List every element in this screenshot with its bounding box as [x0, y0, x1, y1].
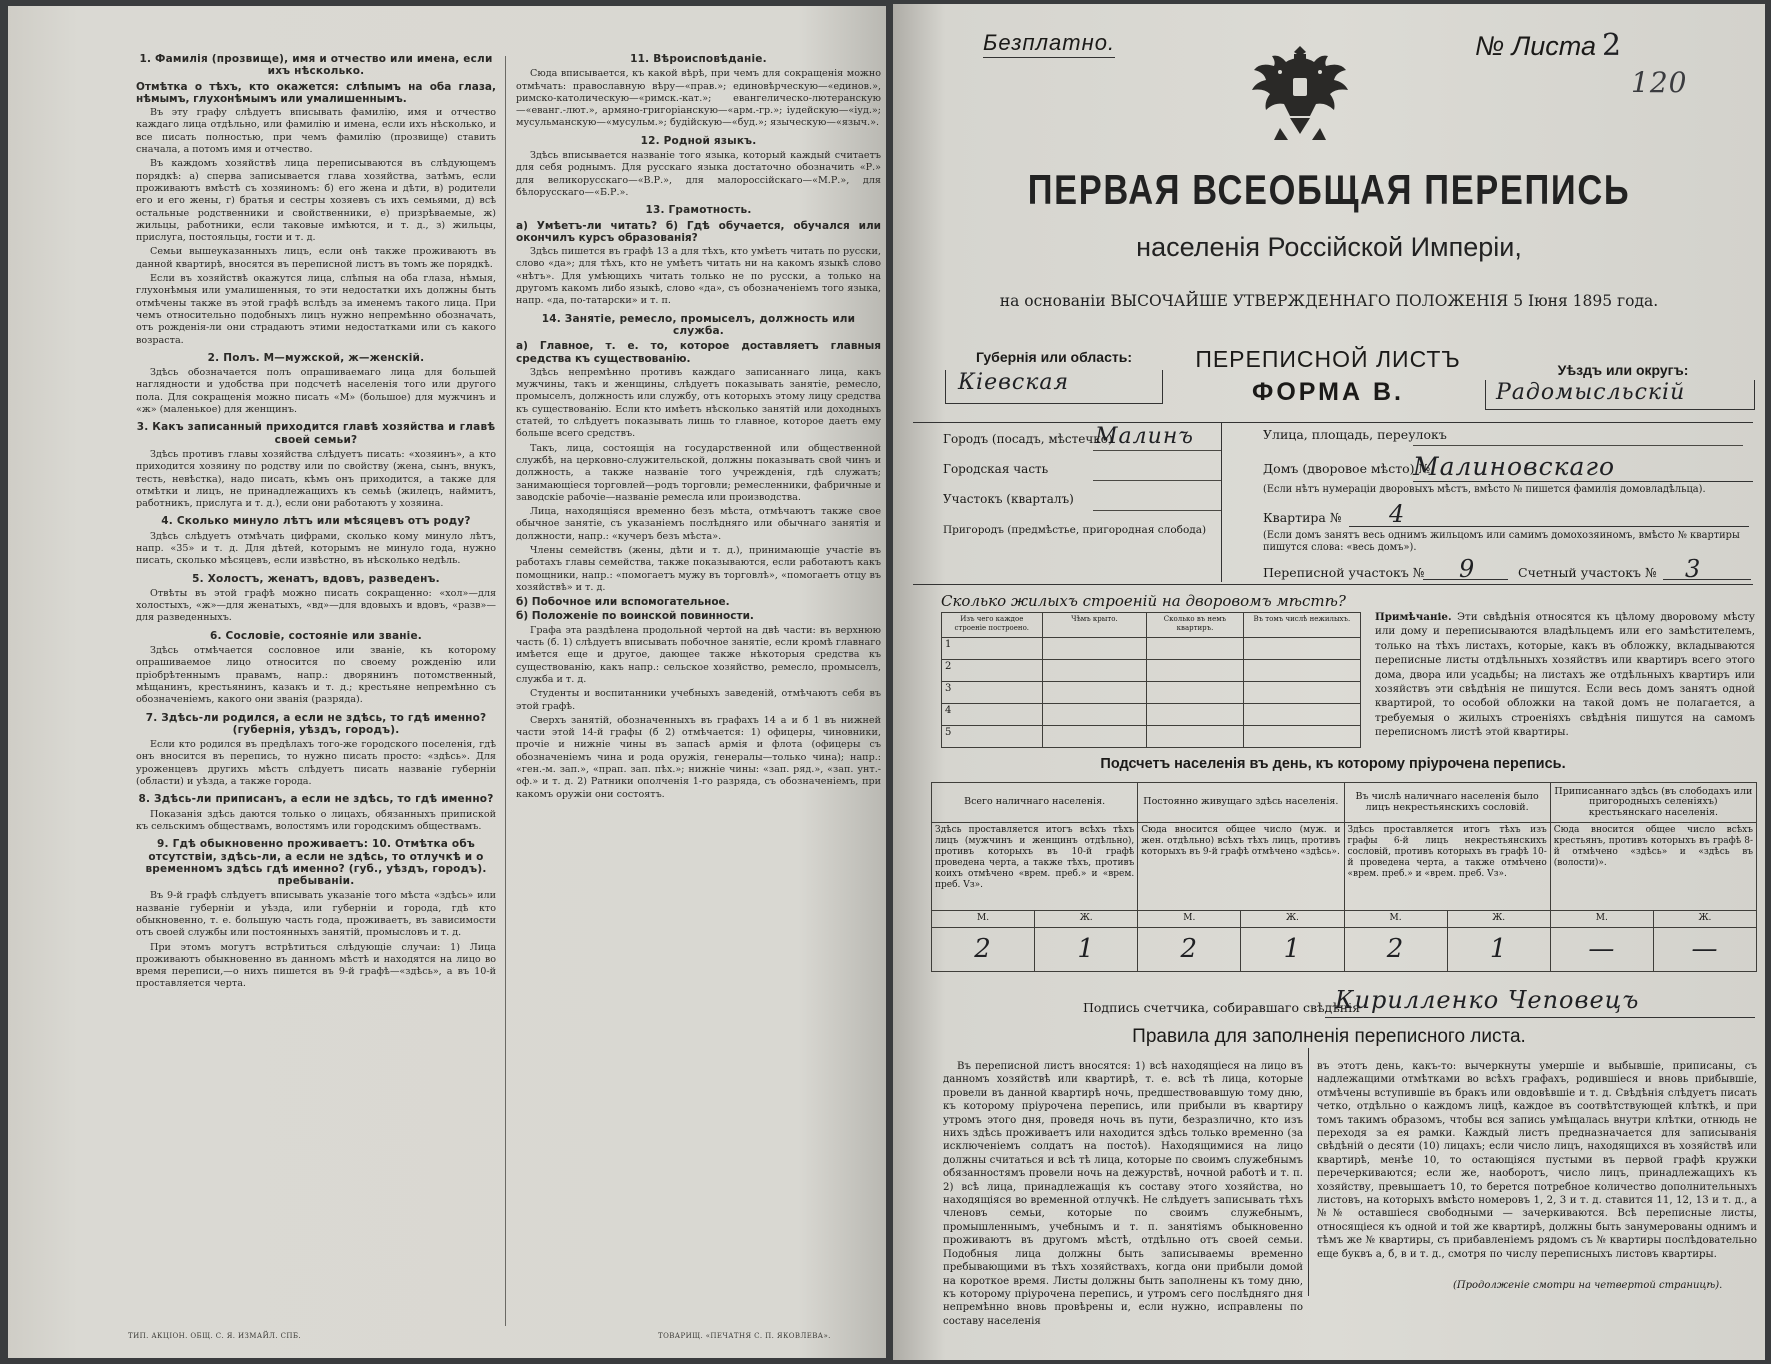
- right-page-census-form: [893, 4, 1765, 1360]
- address-field-row[interactable]: [943, 522, 1223, 548]
- instruction-paragraph: Если кто родился въ предѣлахъ того-же городского поселенія, гдѣ онъ вносится въ перепись, то нужно писать просто: «здѣсь». Для уроженцевъ другихъ мѣстъ слѣдуетъ писать названіе губерніи (области) и уѣзда, а также города.: [136, 739, 496, 788]
- page-title: ПЕРВАЯ ВСЕОБЩАЯ ПЕРЕПИСЬ: [1027, 166, 1631, 213]
- address-field-row[interactable]: [943, 462, 1223, 488]
- table-row: [942, 725, 1361, 747]
- buildings-cell[interactable]: [1243, 704, 1360, 726]
- address-field-label: Пригородъ (предмѣстье, пригородная слобода): [943, 524, 1207, 536]
- instruction-heading: 5. Холостъ, женатъ, вдовъ, разведенъ.: [192, 572, 440, 585]
- population-count-value[interactable]: 2: [1138, 928, 1241, 972]
- instruction-heading: 14. Занятіе, ремесло, промыселъ, должность или служба.: [541, 312, 856, 337]
- sex-column-label: Ж.: [1241, 911, 1344, 928]
- buildings-header-cell: Сколько въ немъ квартиръ.: [1147, 613, 1243, 638]
- buildings-table: [941, 612, 1361, 748]
- counter-signature[interactable]: Кирилленко Чеповецъ: [1325, 986, 1755, 1018]
- instruction-heading: 4. Сколько минуло лѣтъ или мѣсяцевъ отъ роду?: [161, 515, 471, 528]
- count-column-header: Постоянно живущаго здѣсь населенія.: [1138, 783, 1344, 823]
- instruction-paragraph: Въ 9-й графѣ слѣдуетъ вписывать указаніе того мѣста «здѣсь» или названіе губерніи и уѣзда, или губерніи и города, гдѣ кто обыкновенно, т. е. большую часть года, проживаетъ, въ зависимости отъ своей службы или постоянныхъ занятій, промысловъ и т. д.: [136, 890, 496, 939]
- table-row: [942, 704, 1361, 726]
- instruction-paragraph: Такъ, лица, состоящія на государственной или общественной службѣ, на церковно-служительской, должны показывать свой чинъ и должность, а также названіе того учрежденія, гдѣ служатъ; занимающіеся торговлей—родъ торговли; ремесленники, фабричные и заводскіе рабочіе—названіе ремесла или производства.: [516, 442, 881, 503]
- rules-text-left: Въ переписной листъ вносятся: 1) всѣ находящіеся на лицо въ данномъ хозяйствѣ или квартирѣ, т. е. всѣ тѣ лица, которые провели въ данной квартирѣ ночь, предшествовавшую тому дню, къ которому пріурочена перепись, или прибыли въ квартиру утромъ этого дня, проведя ночь въ пути, безразлично, кто изъ нихъ здѣсь проживаетъ или находится здѣсь только временно (за исключеніемъ солдатъ на постоѣ). Находящимися на лицо должны считаться и всѣ тѣ лица, которые по своимъ служебнымъ обязанностямъ провели ночь на дежурствѣ, ночной работѣ и т. п. 2) всѣ лица, принадлежащія къ составу этого хозяйства, но находящіяся во временной отлучкѣ. Не слѣдуетъ записывать тѣхъ членовъ семьи, которые по своимъ служебнымъ, промышленнымъ, учебнымъ и т. п. занятіямъ обыкновенно проживаютъ въ другомъ мѣстѣ, отдѣльно отъ своей семьи. Подобныя лица должны быть записываемы временно пребывающими въ тѣхъ хозяйствахъ, когда они прибыли домой на короткое время. Листы должны быть заполнены къ тому дню, къ которому пріурочена перепись, и утромъ сего послѣдняго дня непремѣнно вновь провѣрены и, если нужно, исправлены по составу населенія: [943, 1061, 1303, 1327]
- buildings-header-cell: Чѣмъ крыто.: [1042, 613, 1147, 638]
- instruction-paragraph: Отвѣты въ этой графѣ можно писать сокращенно: «хол»—для холостыхъ, «ж»—для женатыхъ, «вд»—для вдовыхъ и вдовъ, «разв»—для разведенныхъ.: [136, 587, 496, 624]
- instruction-paragraph: Графа эта раздѣлена продольной чертой на двѣ части: въ верхнюю часть (б. 1) слѣдуетъ вписывать побочное занятіе, если кромѣ главнаго имѣется еще и другое, дающее также нѣкоторыя средства къ существованію, какъ напр.: сельское хозяйство, ремесло, промыселъ, служба и т. д.: [516, 624, 881, 685]
- buildings-cell[interactable]: [1243, 660, 1360, 682]
- sheet-number-label: [1475, 28, 1622, 63]
- address-field-line: [1093, 510, 1221, 511]
- sex-column-label: М.: [932, 911, 1035, 928]
- address-field-row[interactable]: [943, 492, 1223, 518]
- table-row: [932, 783, 1757, 823]
- page-number-handwritten: 120: [1631, 66, 1688, 99]
- house-note: (Если нѣтъ нумераціи дворовыхъ мѣстъ, вмѣсто № пишется фамилія домовладѣльца).: [1263, 484, 1706, 495]
- signature-label: Подпись счетчика, собиравшаго свѣдѣнія: [1083, 1000, 1360, 1015]
- address-bottom-rule: [913, 584, 1753, 585]
- table-row: [942, 682, 1361, 704]
- population-count-value[interactable]: —: [1550, 928, 1653, 972]
- sex-column-label: Ж.: [1653, 911, 1756, 928]
- count-district-label: Счетный участокъ №: [1518, 565, 1657, 580]
- instruction-paragraph: Въ каждомъ хозяйствѣ лица переписываются въ слѣдующемъ порядкѣ: а) сперва записывается глава хозяйства, затѣмъ, если проживаютъ вмѣстѣ съ хозяиномъ: б) его жена и дѣти, в) родители его и его жены, г) братья и сестры хозяевъ съ ихъ семьями, д) всѣ остальные родственники и свойственники, е) призрѣваемые, ж) жильцы, работники, если таковые имѣются, и т. д., з) жильцы, прислуга, постояльцы, гости и т. д.: [136, 158, 496, 244]
- street-label: Улица, площадь, переулокъ: [1263, 427, 1447, 442]
- form-subtitle: ФОРМА В.: [1252, 378, 1404, 406]
- rules-divider: [1308, 1048, 1309, 1296]
- instruction-paragraph: Отмѣтка о тѣхъ, кто окажется: слѣпымъ на оба глаза, нѣмымъ, глухонѣмымъ или умалишеннымъ.: [136, 80, 496, 105]
- instruction-paragraph: а) Умѣетъ-ли читать? б) Гдѣ обучается, обучался или окончилъ курсъ образованія?: [516, 219, 881, 244]
- instruction-paragraph: Сюда вписывается, къ какой вѣрѣ, при чемъ для сокращенія можно отмѣчать: православную вѣру—«прав.»; единовѣрческую—«единов.», римско-католическую—«римск.-кат.»; евангелическо-лютеранскую—«еванг.-лют.», армяно-григоріанскую—«арм.-гр.»; іудейскую—«іуд.»; мусульманскую—«мусульм.»; будійскую—«буд.»; языческую—«языч.».: [516, 68, 881, 129]
- census-district-label: Переписной участокъ №: [1263, 565, 1425, 580]
- rules-continued-note: (Продолженіе смотри на четвертой страницѣ).: [1453, 1280, 1723, 1291]
- population-count-value[interactable]: 1: [1241, 928, 1344, 972]
- census-district-field[interactable]: 9: [1423, 555, 1508, 580]
- population-count-value[interactable]: 2: [932, 928, 1035, 972]
- count-district-field[interactable]: 3: [1663, 555, 1751, 580]
- address-field-line: [1093, 480, 1221, 481]
- buildings-cell[interactable]: [1147, 682, 1243, 704]
- buildings-header-row: [942, 613, 1361, 638]
- printer-imprint-left: ТИП. АКЦІОН. ОБЩ. С. Я. ИЗМАЙЛ. СПБ.: [128, 1332, 302, 1340]
- instruction-paragraph: Сверхъ занятій, обозначенныхъ въ графахъ 14 а и б 1 въ нижней части этой 14-й графы (б 2) отмѣчается: 1) офицеры, чиновники, прочіе и нижніе чины въ запасѣ армія и флота (офицеры съ обозначеніемъ чина и рода оружія, генералы—только чина); напр.: «ген.-м. зап.», «прап. зап. пѣх.»; нижніе чины: «зап. ряд.», «зап. унт.-оф.» и т. д. 2) Ратники ополченія 1-го разряда, съ обозначеніемъ, при какомъ оружіи они состоятъ.: [516, 714, 881, 800]
- instruction-heading: 6. Сословіе, состояніе или званіе.: [210, 629, 422, 642]
- house-field[interactable]: Малиновскаго: [1413, 452, 1753, 482]
- buildings-cell[interactable]: [1147, 638, 1243, 660]
- instruction-paragraph: Здѣсь вписывается названіе того языка, который каждый считаетъ для себя роднымъ. Для русскаго языка достаточно обозначить «Р.» для великорусскаго—«В.Р.», для малороссійскаго—«М.Р.», для бѣлорусскаго—«Б.Р.».: [516, 150, 881, 198]
- sheet-number-handwritten: 2: [1601, 28, 1623, 63]
- legal-basis: на основаніи ВЫСОЧАЙШЕ УТВЕРЖДЕННАГО ПОЛОЖЕНІЯ 5 Іюня 1895 года.: [999, 292, 1659, 310]
- column-divider: [505, 56, 506, 1326]
- buildings-header-cell: Изъ чего каждое строеніе построено.: [942, 613, 1043, 638]
- population-count-value[interactable]: 1: [1035, 928, 1138, 972]
- address-field-label: Участокъ (кварталъ): [943, 492, 1074, 506]
- rules-text-right: въ этотъ день, какъ-то: вычеркнуты умершіе и выбывшіе, приписаны, съ надлежащими отмѣтками во всѣхъ графахъ, родившіеся и вновь прибывшіе, отмѣчены вступившіе въ бракъ или овдовѣвшіе и т. д. Свѣдѣнія слѣдуетъ писать четко, отдѣльно о каждомъ лицѣ, каждое въ соотвѣтствующей клѣткѣ, и при томъ такимъ образомъ, чтобы вся запись умѣщалась внутри клѣтки, отнюдь не переходя за ея рамки. Каждый листъ предназначается для записыванія свѣдѣній о десяти (10) лицахъ; если число лицъ, находящихся въ хозяйствѣ или квартирѣ, менѣе 10, то остающіяся пустыми въ первой графѣ кружки перечеркиваются; если же, наоборотъ, число лицъ, принадлежащихъ къ хозяйству, превышаетъ 10, то берется потребное количество дополнительныхъ листовъ, на которыхъ вмѣсто номеровъ 1, 2, 3 и т. д. ставится 11, 12, 13 и т. д., а №№ оставшіеся свободными — зачеркиваются. Всѣ переписные листы, относящіеся къ одной и той же квартирѣ, должны быть занумерованы однимъ и тѣмъ же № квартиры, съ прибавленіемъ рядомъ съ № квартиры послѣдовательно еще буквъ а, б, в и т. д., смотря по числу переписныхъ листовъ квартиры.: [1317, 1061, 1757, 1260]
- count-column-header: Въ числѣ наличнаго населенія было лицъ некрестьянскихъ сословій.: [1344, 783, 1550, 823]
- buildings-question: Сколько жилыхъ строеній на дворовомъ мѣстѣ?: [941, 592, 1346, 610]
- population-count-value[interactable]: 2: [1344, 928, 1447, 972]
- count-column-description: Здѣсь проставляется итогъ тѣхъ изъ графы 6-й лицъ некрестьянскихъ сословій, противъ которыхъ въ графѣ 10-й проведена черта, а также отмѣчено «врем. преб.» и «врем. преб. Vз».: [1344, 823, 1550, 911]
- instruction-heading: 3. Какъ записанный приходится главѣ хозяйства и главѣ своей семьи?: [136, 421, 496, 446]
- instruction-paragraph: Здѣсь пишется въ графѣ 13 а для тѣхъ, кто умѣетъ читать по русски, слово «да»; для тѣхъ, кто не умѣетъ читать ни на какомъ языкѣ слово «нѣтъ». Для умѣющихъ читать только не по русски, а только на другомъ какомъ либо языкѣ, слово «да», съ обозначеніемъ того языка, напр. «да, по-татарски» и т. п.: [516, 246, 881, 307]
- instruction-heading: 1. Фамилія (прозвище), имя и отчество или имена, если ихъ нѣсколько.: [139, 53, 493, 78]
- page-subtitle: населенія Россійской Имперіи,: [1136, 232, 1522, 262]
- buildings-cell[interactable]: 5: [942, 725, 1043, 747]
- table-row: [932, 928, 1757, 972]
- free-label: Безплатно.: [983, 30, 1115, 58]
- sex-column-label: Ж.: [1447, 911, 1550, 928]
- instructions-column-right: [516, 48, 881, 1303]
- instruction-paragraph: а) Главное, т. е. то, которое доставляетъ главныя средства къ существованію.: [516, 340, 881, 365]
- instruction-paragraph: Показанія здѣсь даются только о лицахъ, обязанныхъ припиской къ сельскимъ обществамъ, волостямъ или городскимъ обществамъ.: [136, 808, 496, 832]
- instruction-paragraph: Если въ хозяйствѣ окажутся лица, слѣпыя на оба глаза, нѣмыя, глухонѣмыя или умалишенныя, то эти недостатки ихъ должны быть отмѣчены также въ этой графѣ вслѣдъ за именемъ такого лица. При чемъ относительно подобныхъ лицъ нужно непремѣнно обозначать, отъ рожденія-ли они страдаютъ этими недостатками или съ какого возраста.: [136, 273, 496, 346]
- house-label: Домъ (дворовое мѣсто) №: [1263, 461, 1431, 476]
- instruction-heading: 12. Родной языкъ.: [640, 134, 757, 147]
- buildings-cell[interactable]: [1147, 704, 1243, 726]
- instruction-paragraph: Здѣсь непремѣнно противъ каждаго записаннаго лица, какъ мужчины, такъ и женщины, слѣдуетъ показывать занятіе, ремесло, промыселъ, должность или службу, отъ которыхъ этому лицу средства къ существованію. Если кто имѣетъ нѣсколько занятій или доходныхъ статей, то слѣдуетъ показывать лишь то главное, которое даетъ ему больше всего средствъ.: [516, 366, 881, 440]
- buildings-cell[interactable]: [1147, 660, 1243, 682]
- table-row: [932, 823, 1757, 911]
- form-title: ПЕРЕПИСНОЙ ЛИСТЪ: [1195, 346, 1461, 372]
- instruction-paragraph: Здѣсь противъ главы хозяйства слѣдуетъ писать: «хозяинъ», а кто приходится хозяину по родству или по свойству (жена, сынъ, внукъ, тесть, невѣстка), надо писать, кѣмъ онъ приходится, а также для отмѣтки и лицъ, не принадлежащихъ къ семьѣ (жилецъ, наймитъ, работникъ, прислуга и т. д.), если они работаютъ у хозяина.: [136, 448, 496, 510]
- buildings-cell[interactable]: [1147, 725, 1243, 747]
- note-text: Эти свѣдѣнія относятся къ цѣлому дворовому мѣсту или дому и переписываются владѣльцемъ или его замѣстителемъ, только на тѣхъ листахъ, которые, какъ въ обложку, вкладываются переписные листы отдѣльныхъ хозяйствъ или квартиръ всего этого дома, двора или усадьбы; на листахъ же отдѣльныхъ квартиръ или хозяйствъ эти свѣдѣнія не пишутся. Если весь домъ занятъ одной квартирой, то особой обложки на такой домъ не полагается, а требуемыя о жилыхъ строеніяхъ свѣдѣнія пишутся на самомъ переписномъ листѣ этой квартиры.: [1375, 611, 1755, 739]
- count-column-header: Приписаннаго здѣсь (въ слободахъ или пригородныхъ селеніяхъ) крестьянскаго населенія.: [1550, 783, 1756, 823]
- buildings-cell[interactable]: [1042, 660, 1147, 682]
- buildings-cell[interactable]: 3: [942, 682, 1043, 704]
- buildings-note: [1375, 610, 1755, 740]
- instruction-paragraph: Здѣсь отмѣчается сословное или званіе, къ которому опрашиваемое лицо относится по своему рожденію или пріобрѣтеннымъ правамъ, напр.: дворянинъ потомственный, мѣщанинъ, крестьянинъ, казакъ и т. д.; крестьяне непремѣнно съ обозначеніемъ, какого они званія (разряда).: [136, 645, 496, 706]
- instruction-paragraph: Лица, находящіяся временно безъ мѣста, отмѣчаютъ также свое обычное занятіе, съ указаніемъ послѣдняго или обычнаго занятія и должности, напр.: «кучеръ безъ мѣста».: [516, 506, 881, 542]
- sex-column-label: М.: [1550, 911, 1653, 928]
- address-field-label: Городская часть: [943, 462, 1049, 476]
- sheet-label-text: № Листа: [1475, 31, 1596, 61]
- buildings-cell[interactable]: [1042, 682, 1147, 704]
- buildings-cell[interactable]: [1243, 725, 1360, 747]
- instruction-paragraph: Студенты и воспитанники учебныхъ заведеній, отмѣчаютъ себя въ этой графѣ.: [516, 688, 881, 712]
- gubernia-field[interactable]: Кіевская: [945, 370, 1163, 404]
- count-column-header: Всего наличнаго населенія.: [932, 783, 1138, 823]
- instruction-paragraph: Члены семействъ (жены, дѣти и т. д.), принимающіе участіе въ работахъ главы семейства, также показываются, если работаютъ какъ помощники, напр.: «помогаетъ мужу въ торговлѣ», «помогаетъ отцу въ хозяйствѣ» и т. д.: [516, 544, 881, 593]
- population-count-value[interactable]: —: [1653, 928, 1756, 972]
- buildings-cell[interactable]: [1042, 704, 1147, 726]
- instruction-paragraph: При этомъ могутъ встрѣтиться слѣдующіе случаи: 1) Лица проживаютъ обыкновенно въ данномъ мѣстѣ и находятся на лицо во время переписи,—о нихъ пишется въ 9-й графѣ—«здѣсь», а въ 10-й проставляется черта.: [136, 941, 496, 990]
- instructions-column-left: [136, 48, 496, 1303]
- imperial-eagle-emblem: [1250, 38, 1350, 144]
- table-row: [932, 911, 1757, 928]
- population-count-title: Подсчетъ населенія въ день, къ которому пріурочена перепись.: [1100, 756, 1566, 772]
- note-title: Примѣчаніе.: [1375, 611, 1452, 623]
- sex-column-label: М.: [1138, 911, 1241, 928]
- sex-column-label: Ж.: [1035, 911, 1138, 928]
- address-field-line: [1093, 450, 1221, 451]
- buildings-cell[interactable]: [1042, 638, 1147, 660]
- instruction-heading: 8. Здѣсь-ли приписанъ, а если не здѣсь, то гдѣ именно?: [138, 793, 494, 806]
- address-field-value[interactable]: Малинъ: [1095, 424, 1194, 449]
- address-field-label: Городъ (посадъ, мѣстечко): [943, 432, 1113, 446]
- population-count-value[interactable]: 1: [1447, 928, 1550, 972]
- left-page-instructions: [8, 6, 886, 1358]
- instruction-heading: 13. Грамотность.: [645, 204, 752, 217]
- table-row: [942, 660, 1361, 682]
- instruction-heading: 2. Полъ. М—мужской, ж—женскій.: [207, 351, 425, 364]
- buildings-cell[interactable]: 1: [942, 638, 1043, 660]
- address-top-rule: [913, 422, 1753, 423]
- uezd-field[interactable]: Радомысльскій: [1485, 380, 1755, 410]
- count-column-description: Сюда вносится общее число (муж. и жен. отдѣльно) всѣхъ тѣхъ лицъ, противъ которыхъ въ 9-й графѣ отмѣчено «здѣсь».: [1138, 823, 1344, 911]
- count-column-description: Сюда вносится общее число всѣхъ крестьянъ, противъ которыхъ въ графѣ 8-й отмѣчено «здѣсь» и «здѣсь въ (волости)».: [1550, 823, 1756, 911]
- buildings-cell[interactable]: 2: [942, 660, 1043, 682]
- sex-column-label: М.: [1344, 911, 1447, 928]
- instruction-paragraph: Семьи вышеуказанныхъ лицъ, если онѣ также проживаютъ въ данной квартирѣ, вносятся въ переписной листъ въ томъ же порядкѣ.: [136, 246, 496, 270]
- instruction-heading: 11. Вѣроисповѣданіе.: [630, 53, 767, 65]
- instruction-paragraph: Здѣсь слѣдуетъ отмѣчать цифрами, сколько кому минуло лѣтъ, напр. «35» и т. д. Для дѣтей, которымъ не минуло года, нужно писать, сколько мѣсяцевъ, если извѣстно, въ нѣсколько недѣль.: [136, 530, 496, 567]
- street-line: [1413, 445, 1743, 446]
- buildings-cell[interactable]: [1243, 682, 1360, 704]
- instruction-paragraph: Въ эту графу слѣдуетъ вписывать фамилію, имя и отчество каждаго лица отдѣльно, или фамилію и имена, если ихъ нѣсколько, и все писать полностью, при чемъ фамилію (прозвище) ставить сначала, а потомъ имя и отчество.: [136, 107, 496, 156]
- buildings-header-cell: Въ томъ числѣ нежилыхъ.: [1243, 613, 1360, 638]
- printer-imprint-right: ТОВАРИЩ. «ПЕЧАТНЯ С. П. ЯКОВЛЕВА».: [658, 1332, 831, 1340]
- instruction-heading: 9. Гдѣ обыкновенно проживаетъ: 10. Отмѣтка объ отсутствіи, здѣсь-ли, а если не здѣсь, то отлучкѣ и о временномъ здѣсь гдѣ именно? (губ., уѣздъ, городъ). пребываніи.: [145, 838, 487, 888]
- uezd-label: Уѣздъ или округъ:: [1557, 362, 1689, 378]
- apartment-label: Квартира №: [1263, 510, 1342, 525]
- rules-title: Правила для заполненія переписного листа.: [1132, 1026, 1526, 1047]
- buildings-cell[interactable]: [1042, 725, 1147, 747]
- apartment-note: (Если домъ занятъ весь однимъ жильцомъ или самимъ домохозяиномъ, вмѣсто № квартиры пишутся слова: «весь домъ»).: [1263, 530, 1740, 553]
- instruction-paragraph: б) Побочное или вспомогательное.: [516, 596, 730, 609]
- instruction-paragraph: б) Положеніе по воинской повинности.: [516, 610, 754, 623]
- buildings-cell[interactable]: 4: [942, 704, 1043, 726]
- buildings-cell[interactable]: [1243, 638, 1360, 660]
- instruction-heading: 7. Здѣсь-ли родился, а если не здѣсь, то гдѣ именно? (губернія, уѣздъ, городъ).: [145, 711, 487, 736]
- apartment-field[interactable]: 4: [1349, 500, 1749, 527]
- population-count-table: [931, 782, 1757, 972]
- instruction-paragraph: Здѣсь обозначается полъ опрашиваемаго лица для большей наглядности и удобства при подсчетѣ населенія того или другого пола. Для сокращенія можно писать «М» (большое) для мужчинъ и «ж» (маленькое) для женщинъ.: [136, 367, 496, 416]
- table-row: [942, 638, 1361, 660]
- address-field-row[interactable]: [943, 424, 1223, 458]
- count-column-description: Здѣсь проставляется итогъ всѣхъ тѣхъ лицъ (мужчинъ и женщинъ отдѣльно), противъ которыхъ въ 10-й графѣ проведена черта, а также тѣхъ, противъ коихъ отмѣчено «врем. преб.» и «врем. преб. Vз».: [932, 823, 1138, 911]
- gubernia-label: Губернія или область:: [975, 349, 1133, 365]
